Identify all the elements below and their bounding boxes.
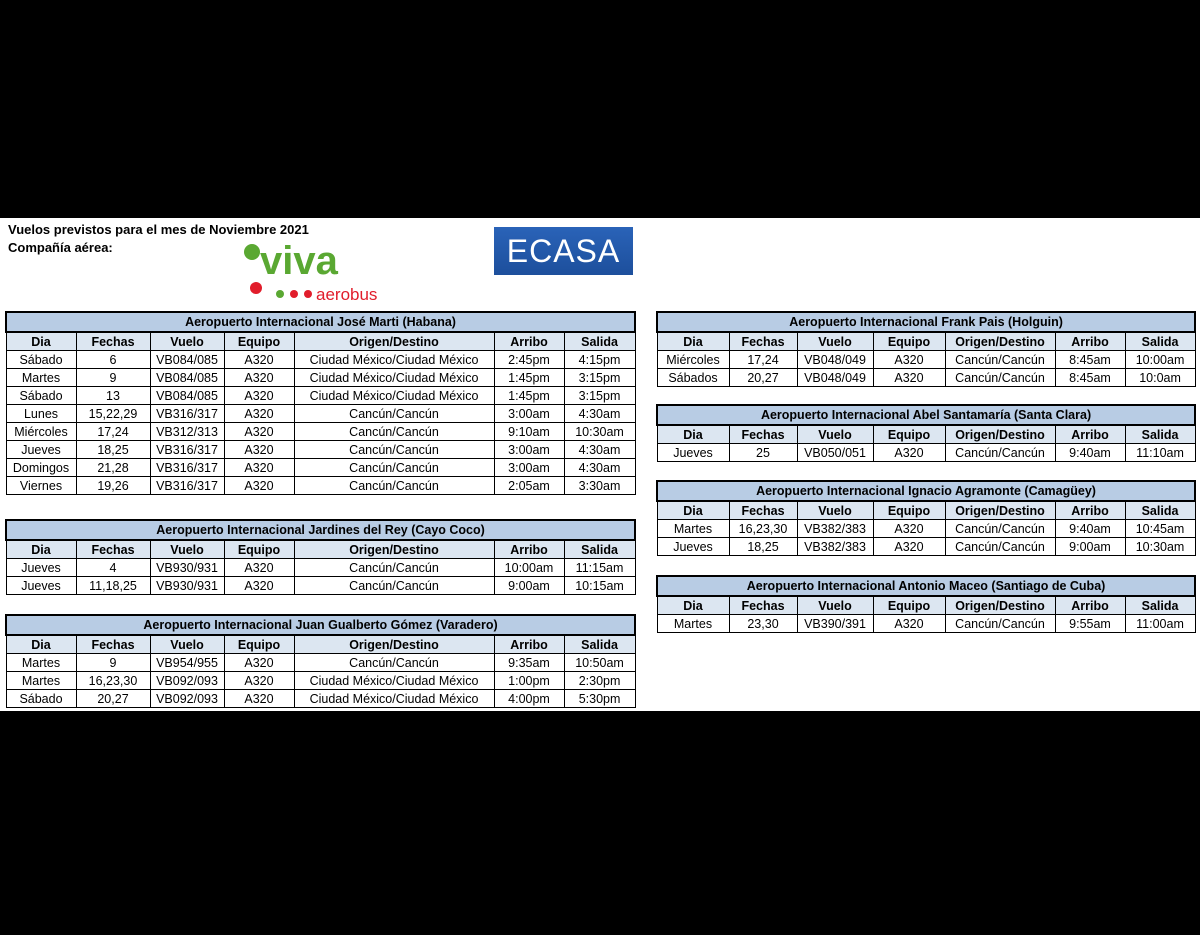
table-row: [657, 444, 1195, 462]
column-header: Origen/Destino: [945, 596, 1055, 615]
table-cell: 4:30am: [564, 441, 635, 459]
table-cell: A320: [224, 369, 294, 387]
table-cell: 18,25: [76, 441, 150, 459]
table-cell: Martes: [6, 369, 76, 387]
table-cell: 19,26: [76, 477, 150, 495]
table-row: [6, 369, 635, 387]
table-cell: 9: [76, 369, 150, 387]
table-cell: A320: [224, 423, 294, 441]
table-cell: 5:30pm: [564, 690, 635, 708]
table-cell: VB084/085: [150, 369, 224, 387]
table-cell: A320: [224, 559, 294, 577]
table-cell: 1:45pm: [494, 387, 564, 405]
table-cell: VB382/383: [797, 520, 873, 538]
table-cell: Martes: [657, 520, 729, 538]
table-cell: A320: [224, 577, 294, 595]
column-header: Vuelo: [150, 635, 224, 654]
column-header: Origen/Destino: [945, 425, 1055, 444]
airport-title: Aeropuerto Internacional Frank Pais (Holguin): [657, 312, 1195, 332]
table-cell: 11:00am: [1125, 615, 1195, 633]
table-cell: 4: [76, 559, 150, 577]
table-cell: 17,24: [729, 351, 797, 369]
table-cell: Cancún/Cancún: [294, 577, 494, 595]
column-header: Vuelo: [150, 332, 224, 351]
table-cell: Lunes: [6, 405, 76, 423]
table-cell: Ciudad México/Ciudad México: [294, 369, 494, 387]
column-header: Dia: [657, 425, 729, 444]
table-cell: 18,25: [729, 538, 797, 556]
viva-logo-text: viva: [260, 240, 338, 283]
table-row: [6, 351, 635, 369]
column-header: Salida: [564, 635, 635, 654]
column-header: Fechas: [76, 540, 150, 559]
table-row: [6, 690, 635, 708]
ecasa-logo: [494, 227, 633, 275]
table-cell: 23,30: [729, 615, 797, 633]
table-cell: Cancún/Cancún: [294, 459, 494, 477]
table-cell: Cancún/Cancún: [294, 654, 494, 672]
table-cell: Sábado: [6, 690, 76, 708]
table-cell: VB312/313: [150, 423, 224, 441]
column-header: Dia: [657, 501, 729, 520]
column-header: Arribo: [494, 332, 564, 351]
table-cell: VB048/049: [797, 351, 873, 369]
table-cell: 9:55am: [1055, 615, 1125, 633]
column-header-row: [6, 540, 635, 559]
column-header: Salida: [1125, 596, 1195, 615]
column-header: Salida: [1125, 501, 1195, 520]
table-cell: VB316/317: [150, 477, 224, 495]
table-cell: 9:40am: [1055, 444, 1125, 462]
column-header: Fechas: [76, 332, 150, 351]
column-header: Arribo: [494, 540, 564, 559]
column-header: Vuelo: [150, 540, 224, 559]
table-holguin: [656, 311, 1196, 387]
table-cell: 17,24: [76, 423, 150, 441]
table-cell: 10:30am: [564, 423, 635, 441]
table-cell: Martes: [657, 615, 729, 633]
column-header: Arribo: [1055, 332, 1125, 351]
table-cell: Cancún/Cancún: [945, 444, 1055, 462]
table-cell: 3:15pm: [564, 369, 635, 387]
table-row: [6, 405, 635, 423]
table-cell: A320: [873, 615, 945, 633]
column-header: Equipo: [873, 596, 945, 615]
table-cayo-coco: [5, 519, 636, 595]
table-cell: Cancún/Cancún: [294, 423, 494, 441]
table-cell: 3:30am: [564, 477, 635, 495]
table-cell: VB316/317: [150, 441, 224, 459]
table-cell: VB084/085: [150, 351, 224, 369]
airline-label: Compañía aérea:: [8, 240, 113, 255]
column-header: Origen/Destino: [294, 332, 494, 351]
column-header: Equipo: [873, 332, 945, 351]
column-header: Fechas: [729, 425, 797, 444]
table-cell: Jueves: [657, 538, 729, 556]
column-header: Fechas: [76, 635, 150, 654]
table-habana: [5, 311, 636, 495]
table-row: [6, 559, 635, 577]
table-cell: 10:00am: [1125, 351, 1195, 369]
table-cell: Cancún/Cancún: [945, 351, 1055, 369]
table-cell: 10:45am: [1125, 520, 1195, 538]
table-cell: 1:00pm: [494, 672, 564, 690]
table-cell: VB092/093: [150, 672, 224, 690]
table-cell: VB382/383: [797, 538, 873, 556]
table-cell: 9:00am: [494, 577, 564, 595]
table-cell: 9:40am: [1055, 520, 1125, 538]
column-header: Fechas: [729, 596, 797, 615]
table-row: [6, 387, 635, 405]
table-cell: 2:30pm: [564, 672, 635, 690]
table-cell: Ciudad México/Ciudad México: [294, 387, 494, 405]
aerobus-logo-text: aerobus: [316, 285, 378, 302]
table-cell: A320: [224, 441, 294, 459]
table-cell: A320: [224, 387, 294, 405]
column-header: Salida: [1125, 332, 1195, 351]
column-header-row: [6, 332, 635, 351]
table-cell: 3:00am: [494, 441, 564, 459]
column-header: Arribo: [494, 635, 564, 654]
table-cell: Sábados: [657, 369, 729, 387]
table-row: [6, 577, 635, 595]
table-cell: 4:15pm: [564, 351, 635, 369]
table-cell: VB930/931: [150, 559, 224, 577]
table-cell: 9:35am: [494, 654, 564, 672]
table-cell: 2:45pm: [494, 351, 564, 369]
table-cell: Ciudad México/Ciudad México: [294, 351, 494, 369]
table-cell: 20,27: [76, 690, 150, 708]
column-header: Fechas: [729, 501, 797, 520]
table-cell: Miércoles: [6, 423, 76, 441]
table-row: [657, 615, 1195, 633]
table-row: [6, 423, 635, 441]
column-header: Equipo: [873, 425, 945, 444]
schedule-title: Vuelos previstos para el mes de Noviembre 2021: [8, 222, 309, 237]
table-cell: A320: [224, 459, 294, 477]
table-cell: 9: [76, 654, 150, 672]
airport-title: Aeropuerto Internacional Juan Gualberto Gómez (Varadero): [6, 615, 635, 635]
table-cell: VB930/931: [150, 577, 224, 595]
table-cell: 10:50am: [564, 654, 635, 672]
table-cell: Jueves: [6, 441, 76, 459]
table-cell: 10:30am: [1125, 538, 1195, 556]
table-row: [657, 538, 1195, 556]
table-cell: 11:10am: [1125, 444, 1195, 462]
table-cell: VB084/085: [150, 387, 224, 405]
table-cell: Cancún/Cancún: [294, 559, 494, 577]
table-cell: Sábado: [6, 387, 76, 405]
column-header: Vuelo: [797, 425, 873, 444]
table-cell: A320: [873, 369, 945, 387]
table-varadero: [5, 614, 636, 708]
table-cell: 8:45am: [1055, 351, 1125, 369]
table-santiago: [656, 575, 1196, 633]
table-cell: Sábado: [6, 351, 76, 369]
table-cell: 8:45am: [1055, 369, 1125, 387]
table-cell: Cancún/Cancún: [294, 405, 494, 423]
table-row: [657, 520, 1195, 538]
table-cell: Ciudad México/Ciudad México: [294, 690, 494, 708]
table-row: [6, 672, 635, 690]
table-cell: 11:15am: [564, 559, 635, 577]
table-cell: A320: [224, 672, 294, 690]
table-row: [6, 654, 635, 672]
column-header-row: [657, 425, 1195, 444]
table-cell: VB390/391: [797, 615, 873, 633]
column-header-row: [6, 635, 635, 654]
table-cell: Jueves: [6, 559, 76, 577]
table-cell: 3:15pm: [564, 387, 635, 405]
table-cell: 10:15am: [564, 577, 635, 595]
table-cell: Cancún/Cancún: [945, 369, 1055, 387]
table-cell: A320: [224, 690, 294, 708]
table-cell: Jueves: [657, 444, 729, 462]
column-header: Arribo: [1055, 596, 1125, 615]
table-cell: Cancún/Cancún: [945, 538, 1055, 556]
table-cell: 4:30am: [564, 405, 635, 423]
column-header: Origen/Destino: [945, 332, 1055, 351]
column-header: Origen/Destino: [294, 635, 494, 654]
table-cell: 1:45pm: [494, 369, 564, 387]
table-cell: Martes: [6, 654, 76, 672]
column-header: Fechas: [729, 332, 797, 351]
table-cell: 3:00am: [494, 405, 564, 423]
column-header: Dia: [6, 332, 76, 351]
table-santa-clara: [656, 404, 1196, 462]
ecasa-logo-text: ECASA: [506, 233, 621, 269]
column-header: Arribo: [1055, 425, 1125, 444]
table-cell: 9:00am: [1055, 538, 1125, 556]
table-cell: A320: [873, 351, 945, 369]
table-cell: 9:10am: [494, 423, 564, 441]
table-cell: A320: [224, 477, 294, 495]
table-cell: 15,22,29: [76, 405, 150, 423]
table-cell: A320: [873, 444, 945, 462]
airport-title: Aeropuerto Internacional José Marti (Habana): [6, 312, 635, 332]
table-cell: Cancún/Cancún: [294, 441, 494, 459]
column-header: Origen/Destino: [294, 540, 494, 559]
column-header-row: [657, 332, 1195, 351]
table-cell: Cancún/Cancún: [945, 520, 1055, 538]
table-cell: 20,27: [729, 369, 797, 387]
column-header: Dia: [6, 540, 76, 559]
table-cell: A320: [873, 538, 945, 556]
column-header: Vuelo: [797, 501, 873, 520]
table-cell: 16,23,30: [729, 520, 797, 538]
column-header: Salida: [564, 332, 635, 351]
column-header: Dia: [657, 332, 729, 351]
table-cell: Ciudad México/Ciudad México: [294, 672, 494, 690]
table-cell: 16,23,30: [76, 672, 150, 690]
airport-title: Aeropuerto Internacional Jardines del Rey (Cayo Coco): [6, 520, 635, 540]
column-header: Salida: [564, 540, 635, 559]
table-cell: 3:00am: [494, 459, 564, 477]
table-cell: 21,28: [76, 459, 150, 477]
table-cell: VB316/317: [150, 405, 224, 423]
table-cell: Viernes: [6, 477, 76, 495]
column-header: Equipo: [224, 635, 294, 654]
table-cell: A320: [224, 405, 294, 423]
flight-schedule-sheet: [0, 218, 1200, 711]
table-row: [657, 351, 1195, 369]
table-cell: VB048/049: [797, 369, 873, 387]
column-header: Vuelo: [797, 332, 873, 351]
airport-title: Aeropuerto Internacional Abel Santamaría (Santa Clara): [657, 405, 1195, 425]
column-header: Dia: [6, 635, 76, 654]
table-cell: 13: [76, 387, 150, 405]
table-cell: 2:05am: [494, 477, 564, 495]
column-header: Vuelo: [797, 596, 873, 615]
table-cell: 10:0am: [1125, 369, 1195, 387]
table-cell: VB092/093: [150, 690, 224, 708]
table-cell: A320: [873, 520, 945, 538]
table-row: [6, 441, 635, 459]
table-cell: 10:00am: [494, 559, 564, 577]
table-cell: 6: [76, 351, 150, 369]
column-header: Salida: [1125, 425, 1195, 444]
table-row: [657, 369, 1195, 387]
table-cell: Jueves: [6, 577, 76, 595]
column-header: Arribo: [1055, 501, 1125, 520]
table-cell: Cancún/Cancún: [945, 615, 1055, 633]
column-header: Origen/Destino: [945, 501, 1055, 520]
table-cell: 25: [729, 444, 797, 462]
table-cell: Cancún/Cancún: [294, 477, 494, 495]
viva-aerobus-logo: [238, 240, 393, 302]
table-row: [6, 459, 635, 477]
table-cell: A320: [224, 351, 294, 369]
column-header-row: [657, 596, 1195, 615]
table-row: [6, 477, 635, 495]
table-cell: 11,18,25: [76, 577, 150, 595]
table-cell: Miércoles: [657, 351, 729, 369]
airport-title: Aeropuerto Internacional Antonio Maceo (Santiago de Cuba): [657, 576, 1195, 596]
table-camaguey: [656, 480, 1196, 556]
table-cell: 4:00pm: [494, 690, 564, 708]
table-cell: A320: [224, 654, 294, 672]
column-header: Equipo: [224, 540, 294, 559]
table-cell: VB954/955: [150, 654, 224, 672]
table-cell: VB050/051: [797, 444, 873, 462]
airport-title: Aeropuerto Internacional Ignacio Agramonte (Camagüey): [657, 481, 1195, 501]
column-header-row: [657, 501, 1195, 520]
column-header: Equipo: [224, 332, 294, 351]
column-header: Equipo: [873, 501, 945, 520]
table-cell: Martes: [6, 672, 76, 690]
table-cell: 4:30am: [564, 459, 635, 477]
column-header: Dia: [657, 596, 729, 615]
table-cell: VB316/317: [150, 459, 224, 477]
table-cell: Domingos: [6, 459, 76, 477]
